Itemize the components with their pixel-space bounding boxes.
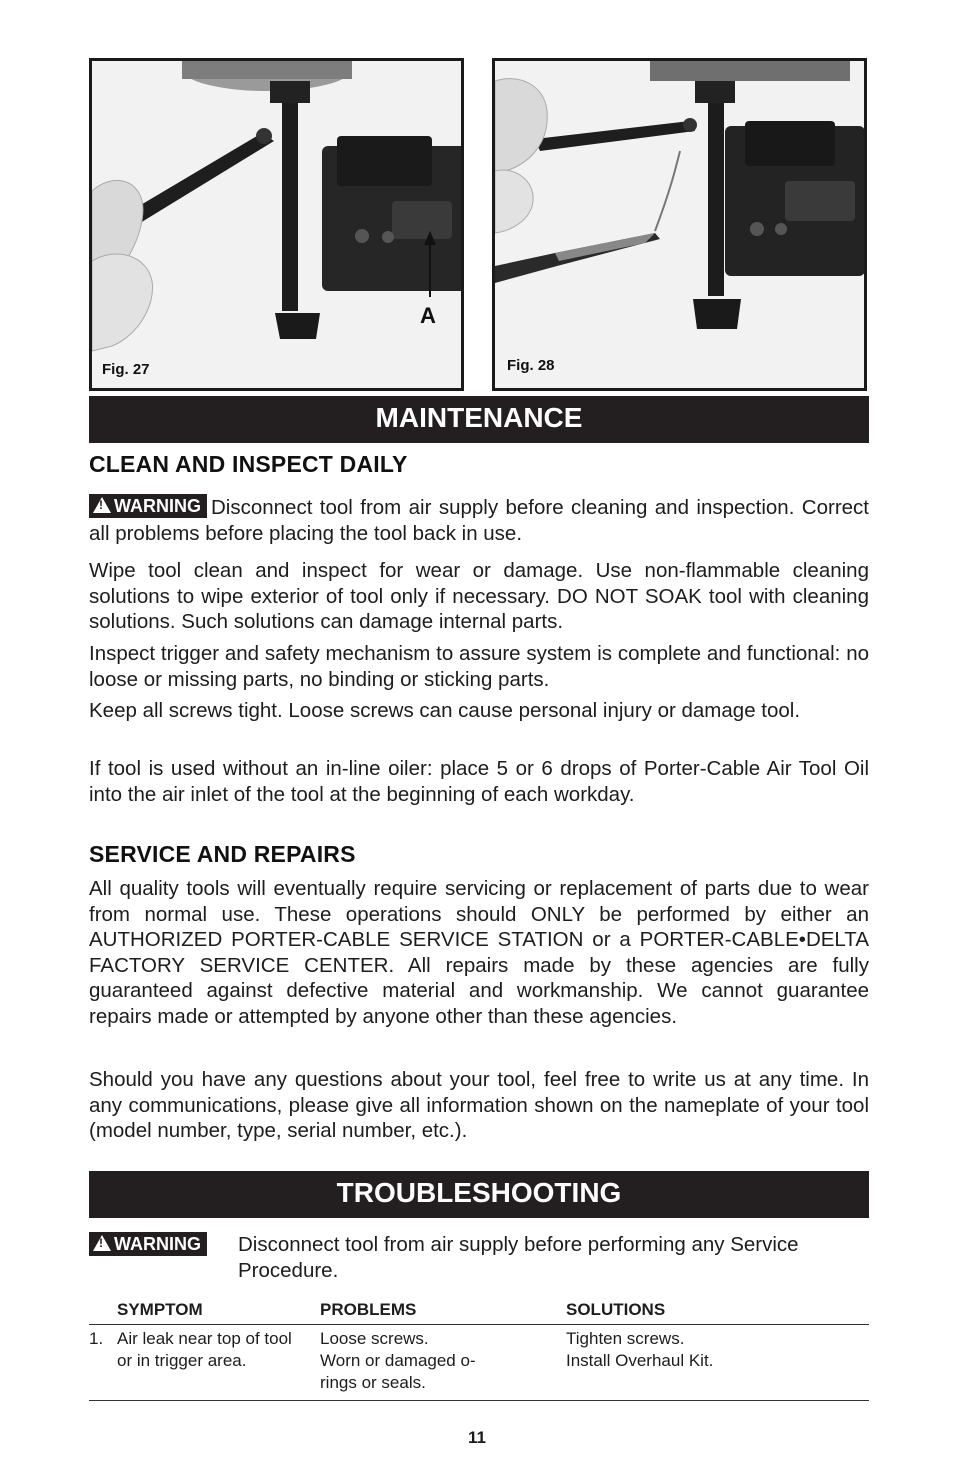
solutions-cell: [566, 1325, 869, 1401]
service-paragraph-1: All quality tools will eventually require servicing or replacement of parts due to wear from normal use. These operations should ONLY be performed by either an AUTHORIZED PORTER-CABLE SERVICE STATION or a PORTER-CABLE•DELTA FACTORY SERVICE CENTER. All repairs made by these agencies are fully guaranteed against defective material and workmanship. We cannot guarantee repairs made or attempted by anyone other than these agencies.: [89, 877, 869, 1028]
service-repairs-heading: SERVICE AND REPAIRS: [89, 841, 356, 867]
problems-header: PROBLEMS: [320, 1296, 566, 1325]
troubleshooting-warning: [89, 1232, 869, 1283]
clean-warning-text: Disconnect tool from air supply before cleaning and inspection. Correct all problems before placing the tool back in use.: [89, 496, 869, 545]
page-number: 11: [468, 1428, 486, 1447]
warning-badge: !WARNING: [89, 1232, 207, 1256]
callout-a: A: [420, 303, 436, 328]
warning-triangle-icon: [93, 497, 111, 513]
clean-paragraph-2: Inspect trigger and safety mechanism to assure system is complete and functional: no loose or missing parts, no binding or sticking parts.: [89, 642, 869, 691]
clean-paragraph-4: If tool is used without an in-line oiler: place 5 or 6 drops of Porter-Cable Air Tool Oil into the air inlet of the tool at the beginning of each workday.: [89, 757, 869, 806]
solution-item: Tighten screws.: [566, 1329, 685, 1348]
symptom-cell: Air leak near top of tool or in trigger area.: [117, 1325, 320, 1401]
figure-27: [89, 58, 464, 391]
warning-badge: !WARNING: [89, 494, 207, 518]
number-header: [89, 1296, 117, 1325]
figure-27-label: Fig. 27: [102, 361, 150, 378]
troubleshooting-section-title: TROUBLESHOOTING: [89, 1171, 869, 1218]
troubleshooting-table: [89, 1296, 869, 1401]
figure-27-photo: [92, 61, 461, 388]
table-header-row: [89, 1296, 869, 1325]
problem-item: Loose screws.: [320, 1329, 429, 1348]
troubleshooting-warning-text: Disconnect tool from air supply before performing any Service Procedure.: [238, 1233, 799, 1282]
row-number: 1.: [89, 1325, 117, 1401]
figure-28-photo: [495, 61, 864, 388]
clean-warning: [89, 494, 869, 546]
clean-paragraph-3: Keep all screws tight. Loose screws can cause personal injury or damage tool.: [89, 699, 801, 722]
solution-item: Install Overhaul Kit.: [566, 1351, 714, 1370]
symptom-header: SYMPTOM: [117, 1296, 320, 1325]
clean-paragraph-1: Wipe tool clean and inspect for wear or damage. Use non-flammable cleaning solutions to wipe exterior of tool only if necessary. DO NOT SOAK tool with cleaning solutions. Such solutions can damage internal parts.: [89, 559, 869, 633]
maintenance-section-title: MAINTENANCE: [89, 396, 869, 443]
problem-item: Worn or damaged o-rings or seals.: [320, 1351, 476, 1392]
clean-inspect-heading: CLEAN AND INSPECT DAILY: [89, 451, 408, 477]
solutions-header: SOLUTIONS: [566, 1296, 869, 1325]
table-row: [89, 1325, 869, 1401]
warning-triangle-icon: [93, 1235, 111, 1251]
service-paragraph-2: Should you have any questions about your tool, feel free to write us at any time. In any communications, please give all information shown on the nameplate of your tool (model number, type, serial number, etc.).: [89, 1068, 869, 1142]
figure-28-label: Fig. 28: [507, 357, 555, 374]
figure-28: [492, 58, 867, 391]
problems-cell: [320, 1325, 566, 1401]
